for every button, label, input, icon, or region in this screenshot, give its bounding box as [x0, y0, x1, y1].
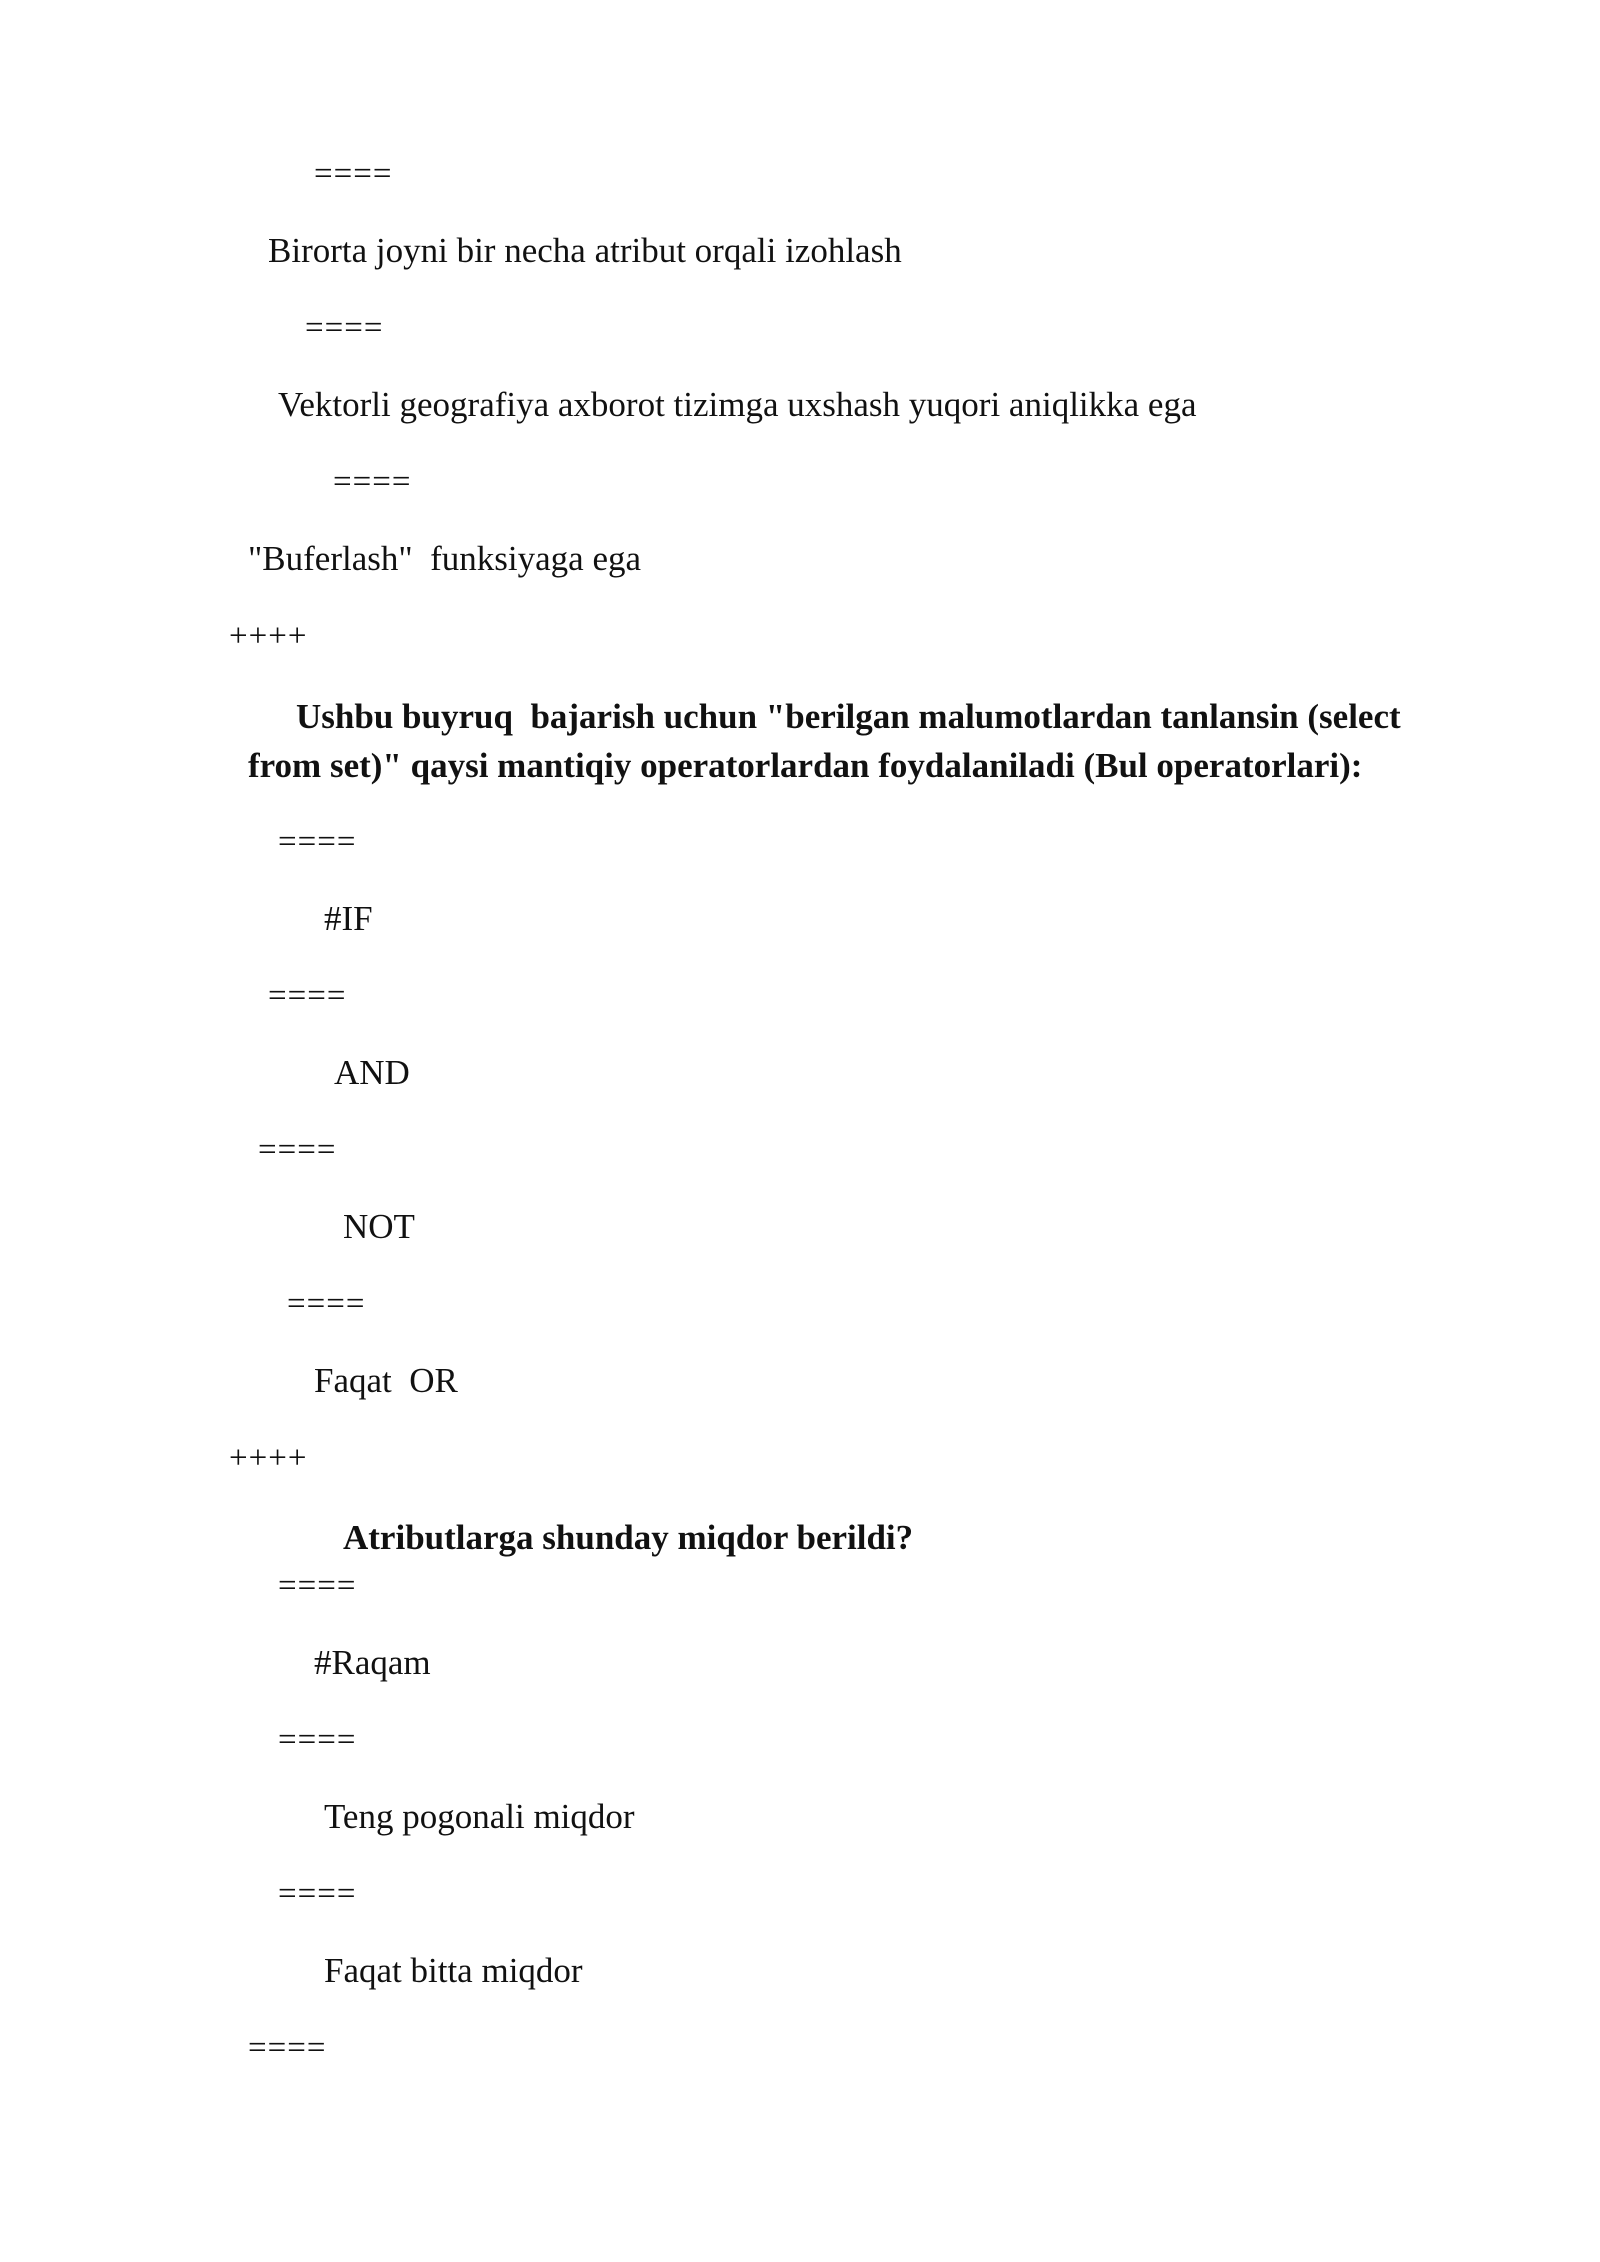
- answer-option: "Buferlash" funksiyaga ega: [248, 539, 642, 578]
- answer-option: Faqat bitta miqdor: [324, 1951, 583, 1990]
- separator: ====: [248, 2030, 327, 2066]
- question-marker: ++++: [229, 1440, 308, 1476]
- answer-option: Birorta joyni bir necha atribut orqali izohlash: [268, 231, 902, 270]
- separator: ====: [314, 156, 393, 192]
- question-text: Atributlarga shunday miqdor berildi?: [343, 1518, 914, 1557]
- separator: ====: [287, 1286, 366, 1322]
- separator: ====: [333, 464, 412, 500]
- separator: ====: [305, 310, 384, 346]
- answer-option: AND: [334, 1053, 410, 1092]
- separator: ====: [278, 1876, 357, 1912]
- separator: ====: [278, 1722, 357, 1758]
- question-text-line-1: Ushbu buyruq bajarish uchun "berilgan malumotlardan tanlansin (select: [296, 697, 1401, 736]
- answer-option: Vektorli geografiya axborot tizimga uxshash yuqori aniqlikka ega: [278, 385, 1197, 424]
- answer-option: Faqat OR: [314, 1361, 458, 1400]
- separator: ====: [258, 1132, 337, 1168]
- question-marker: ++++: [229, 618, 308, 654]
- question-text-line-2: from set)" qaysi mantiqiy operatorlardan foydalaniladi (Bul operatorlari):: [248, 746, 1363, 785]
- separator: ====: [278, 1568, 357, 1604]
- separator: ====: [278, 824, 357, 860]
- answer-option-correct: #IF: [324, 899, 373, 938]
- answer-option-correct: #Raqam: [314, 1643, 431, 1682]
- answer-option: Teng pogonali miqdor: [324, 1797, 635, 1836]
- separator: ====: [268, 978, 347, 1014]
- answer-option: NOT: [343, 1207, 415, 1246]
